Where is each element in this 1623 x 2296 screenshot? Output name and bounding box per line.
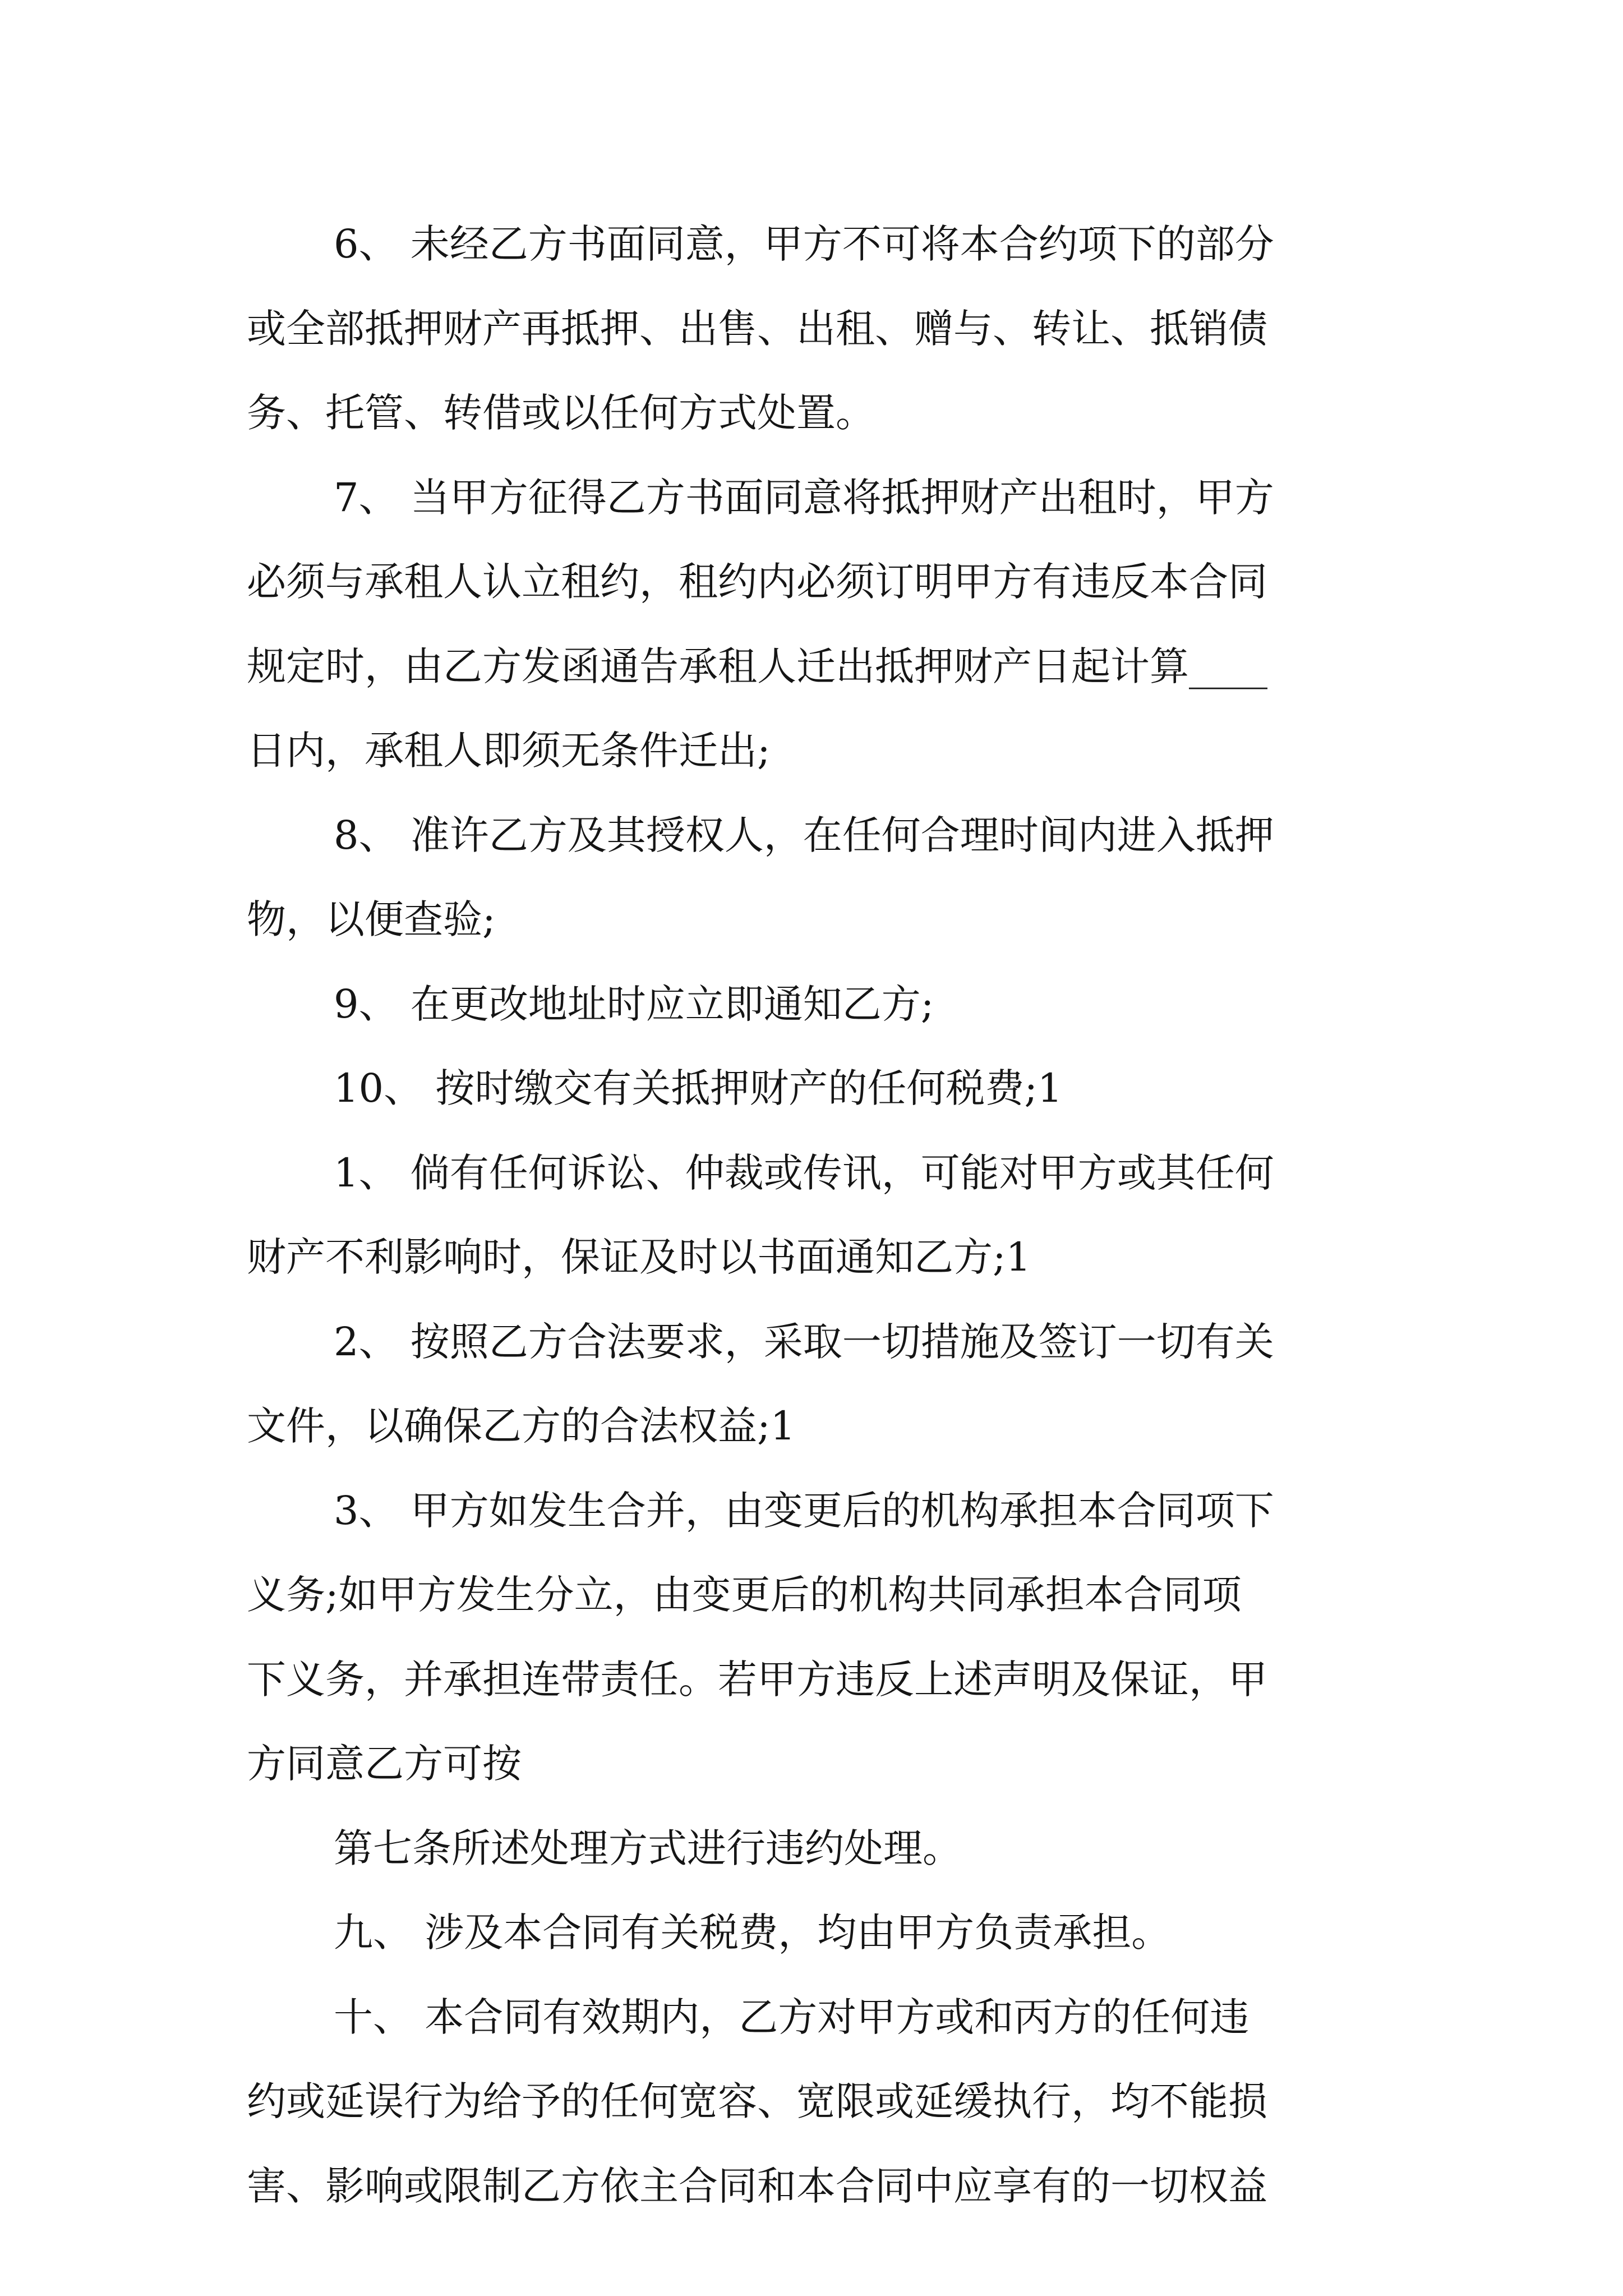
clause-7-line-4: 日内，承租人即须无条件迁出; [247, 728, 771, 774]
clause-6-line-2: 或全部抵押财产再抵押、出售、出租、赠与、转让、抵销债 [247, 305, 1267, 352]
clause-12-line-2: 文件，以确保乙方的合法权益;1 [247, 1403, 796, 1449]
clause-13-line-2: 义务;如甲方发生分立，由变更后的机构共同承担本合同项 [247, 1572, 1242, 1618]
section-10-line-2: 约或延误行为给予的任何宽容、宽限或延缓执行，均不能损 [247, 2078, 1267, 2124]
clause-7-line-1: 7、 当甲方征得乙方书面同意将抵押财产出租时，甲方 [334, 474, 1274, 521]
clause-13-line-3: 下义务，并承担连带责任。若甲方违反上述声明及保证，甲 [247, 1656, 1267, 1703]
clause-9-line-1: 9、 在更改地址时应立即通知乙方; [334, 981, 934, 1027]
section-9-line-1: 九、 涉及本合同有关税费，均由甲方负责承担。 [334, 1910, 1171, 1955]
clause-8-line-2: 物，以便查验; [247, 896, 496, 942]
clause-13-line-1: 3、 甲方如发生合并，由变更后的机构承担本合同项下 [334, 1487, 1274, 1534]
clause-13-line-4: 方同意乙方可按 [247, 1741, 522, 1787]
breach-handling-line: 第七条所述处理方式进行违约处理。 [334, 1825, 962, 1871]
clause-6-line-1: 6、 未经乙方书面同意，甲方不可将本合约项下的部分 [334, 221, 1274, 267]
clause-11-line-1: 1、 倘有任何诉讼、仲裁或传讯，可能对甲方或其任何 [334, 1149, 1274, 1196]
clause-6-line-3: 务、托管、转借或以任何方式处置。 [247, 390, 875, 436]
document-body [247, 202, 1374, 2228]
clause-12-line-1: 2、 按照乙方合法要求，采取一切措施及签订一切有关 [334, 1318, 1274, 1365]
clause-7-line-3: 规定时，由乙方发函通告承租人迁出抵押财产日起计算____ [247, 643, 1267, 689]
section-10-line-3: 害、影响或限制乙方依主合同和本合同中应享有的一切权益 [247, 2162, 1267, 2209]
section-10-line-1: 十、 本合同有效期内，乙方对甲方或和丙方的任何违 [334, 1994, 1249, 2040]
clause-11-line-2: 财产不利影响时，保证及时以书面通知乙方;1 [247, 1234, 1031, 1280]
clause-7-line-2: 必须与承租人认立租约，租约内必须订明甲方有违反本合同 [247, 559, 1267, 605]
clause-10-line-1: 10、 按时缴交有关抵押财产的任何税费;1 [334, 1065, 1063, 1111]
clause-8-line-1: 8、 准许乙方及其授权人，在任何合理时间内进入抵押 [334, 812, 1274, 858]
